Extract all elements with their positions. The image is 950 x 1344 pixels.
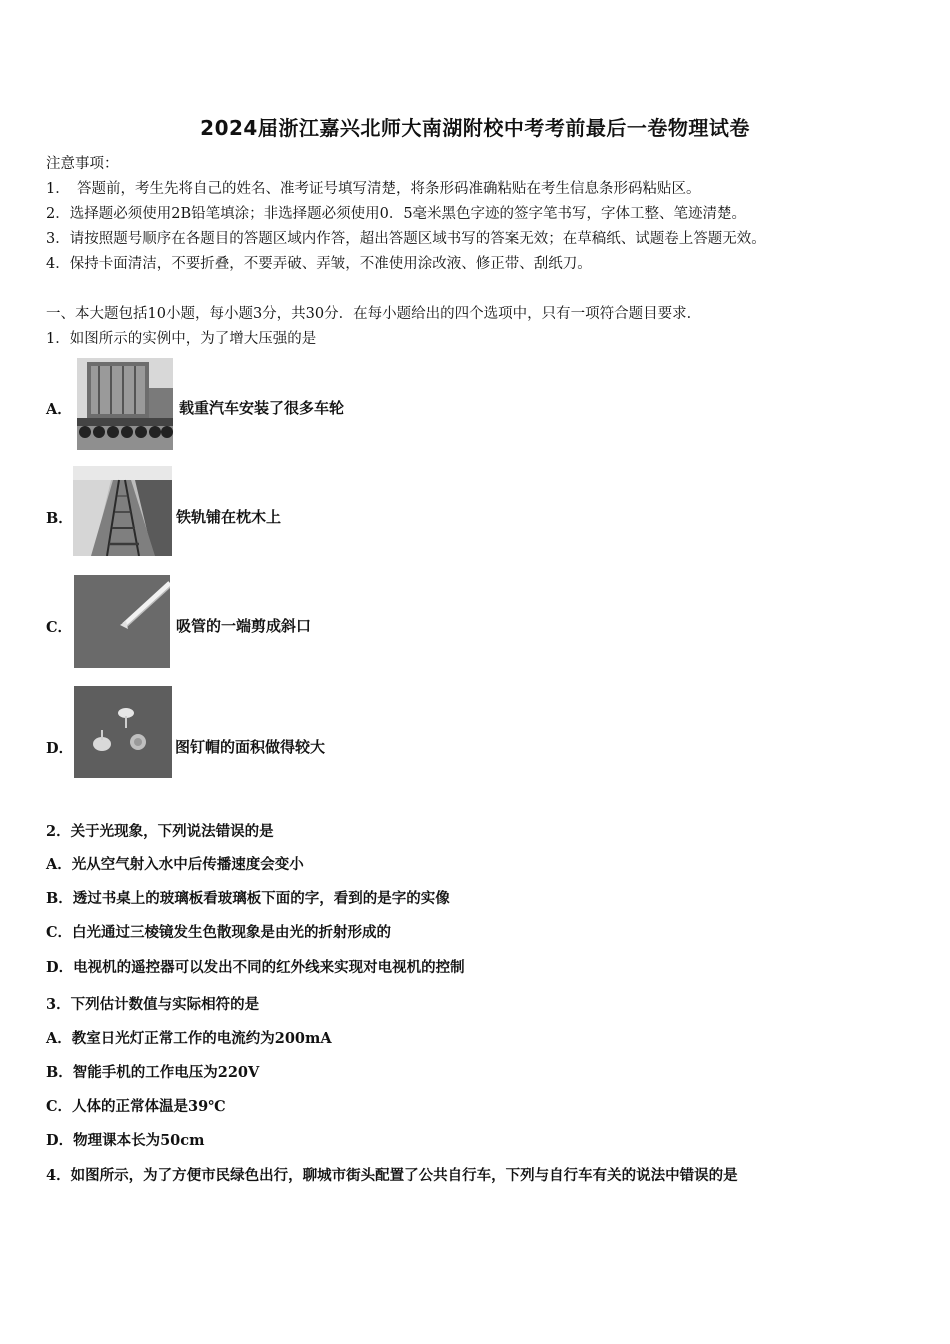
notice-item-2: 2．选择题必须使用2B铅笔填涂；非选择题必须使用0．5毫米黑色字迹的签字笔书写，字体工整、笔迹清楚。 bbox=[46, 206, 747, 222]
railway-image bbox=[73, 466, 172, 556]
q2-option-c: C．白光通过三棱镜发生色散现象是由光的折射形成的 bbox=[46, 924, 392, 941]
straw-image bbox=[74, 575, 170, 668]
q1-option-b-text: 铁轨铺在枕木上 bbox=[176, 508, 282, 526]
q1-option-c-text: 吸管的一端剪成斜口 bbox=[176, 617, 312, 635]
q2-option-d: D．电视机的遥控器可以发出不同的红外线来实现对电视机的控制 bbox=[46, 959, 465, 976]
q2-option-b: B．透过书桌上的玻璃板看玻璃板下面的字，看到的是字的实像 bbox=[46, 890, 450, 907]
q1-option-d-letter: D． bbox=[46, 740, 74, 757]
notice-item-1: 1． 答题前，考生先将自己的姓名、准考证号填写清楚，将条形码准确粘贴在考生信息条形码粘贴区。 bbox=[46, 181, 701, 197]
notice-heading: 注意事项： bbox=[46, 156, 119, 172]
truck-image bbox=[77, 358, 173, 450]
section-instructions: 一、本大题包括10小题，每小题3分，共30分．在每小题给出的四个选项中，只有一项符合题目要求． bbox=[46, 306, 702, 322]
question-2-stem: 2．关于光现象，下列说法错误的是 bbox=[46, 823, 274, 840]
notice-item-3: 3．请按照题号顺序在各题目的答题区域内作答，超出答题区域书写的答案无效；在草稿纸、试题卷上答题无效。 bbox=[46, 231, 766, 247]
notice-item-4: 4．保持卡面清洁，不要折叠，不要弄破、弄皱，不准使用涂改液、修正带、刮纸刀。 bbox=[46, 256, 592, 272]
q1-option-b-letter: B． bbox=[46, 510, 73, 527]
q3-option-d: D．物理课本长为50cm bbox=[46, 1132, 205, 1149]
q3-option-a: A．教室日光灯正常工作的电流约为200mA bbox=[46, 1030, 332, 1047]
q1-option-d-text: 图钉帽的面积做得较大 bbox=[175, 738, 326, 756]
question-4-stem: 4．如图所示，为了方便市民绿色出行，聊城市街头配置了公共自行车，下列与自行车有关的说法中错误的是 bbox=[46, 1167, 738, 1184]
question-3-stem: 3．下列估计数值与实际相符的是 bbox=[46, 996, 260, 1013]
thumbtack-image bbox=[74, 686, 172, 778]
question-1-stem: 1．如图所示的实例中，为了增大压强的是 bbox=[46, 331, 317, 347]
q3-option-c: C．人体的正常体温是39℃ bbox=[46, 1098, 226, 1115]
q1-option-c-letter: C． bbox=[46, 619, 73, 636]
exam-title: 2024届浙江嘉兴北师大南湖附校中考考前最后一卷物理试卷 bbox=[200, 116, 750, 140]
q3-option-b: B．智能手机的工作电压为220V bbox=[46, 1064, 260, 1081]
q1-option-a-letter: A． bbox=[46, 401, 72, 418]
q1-option-a-text: 载重汽车安装了很多车轮 bbox=[179, 399, 345, 417]
q2-option-a: A．光从空气射入水中后传播速度会变小 bbox=[46, 856, 304, 873]
